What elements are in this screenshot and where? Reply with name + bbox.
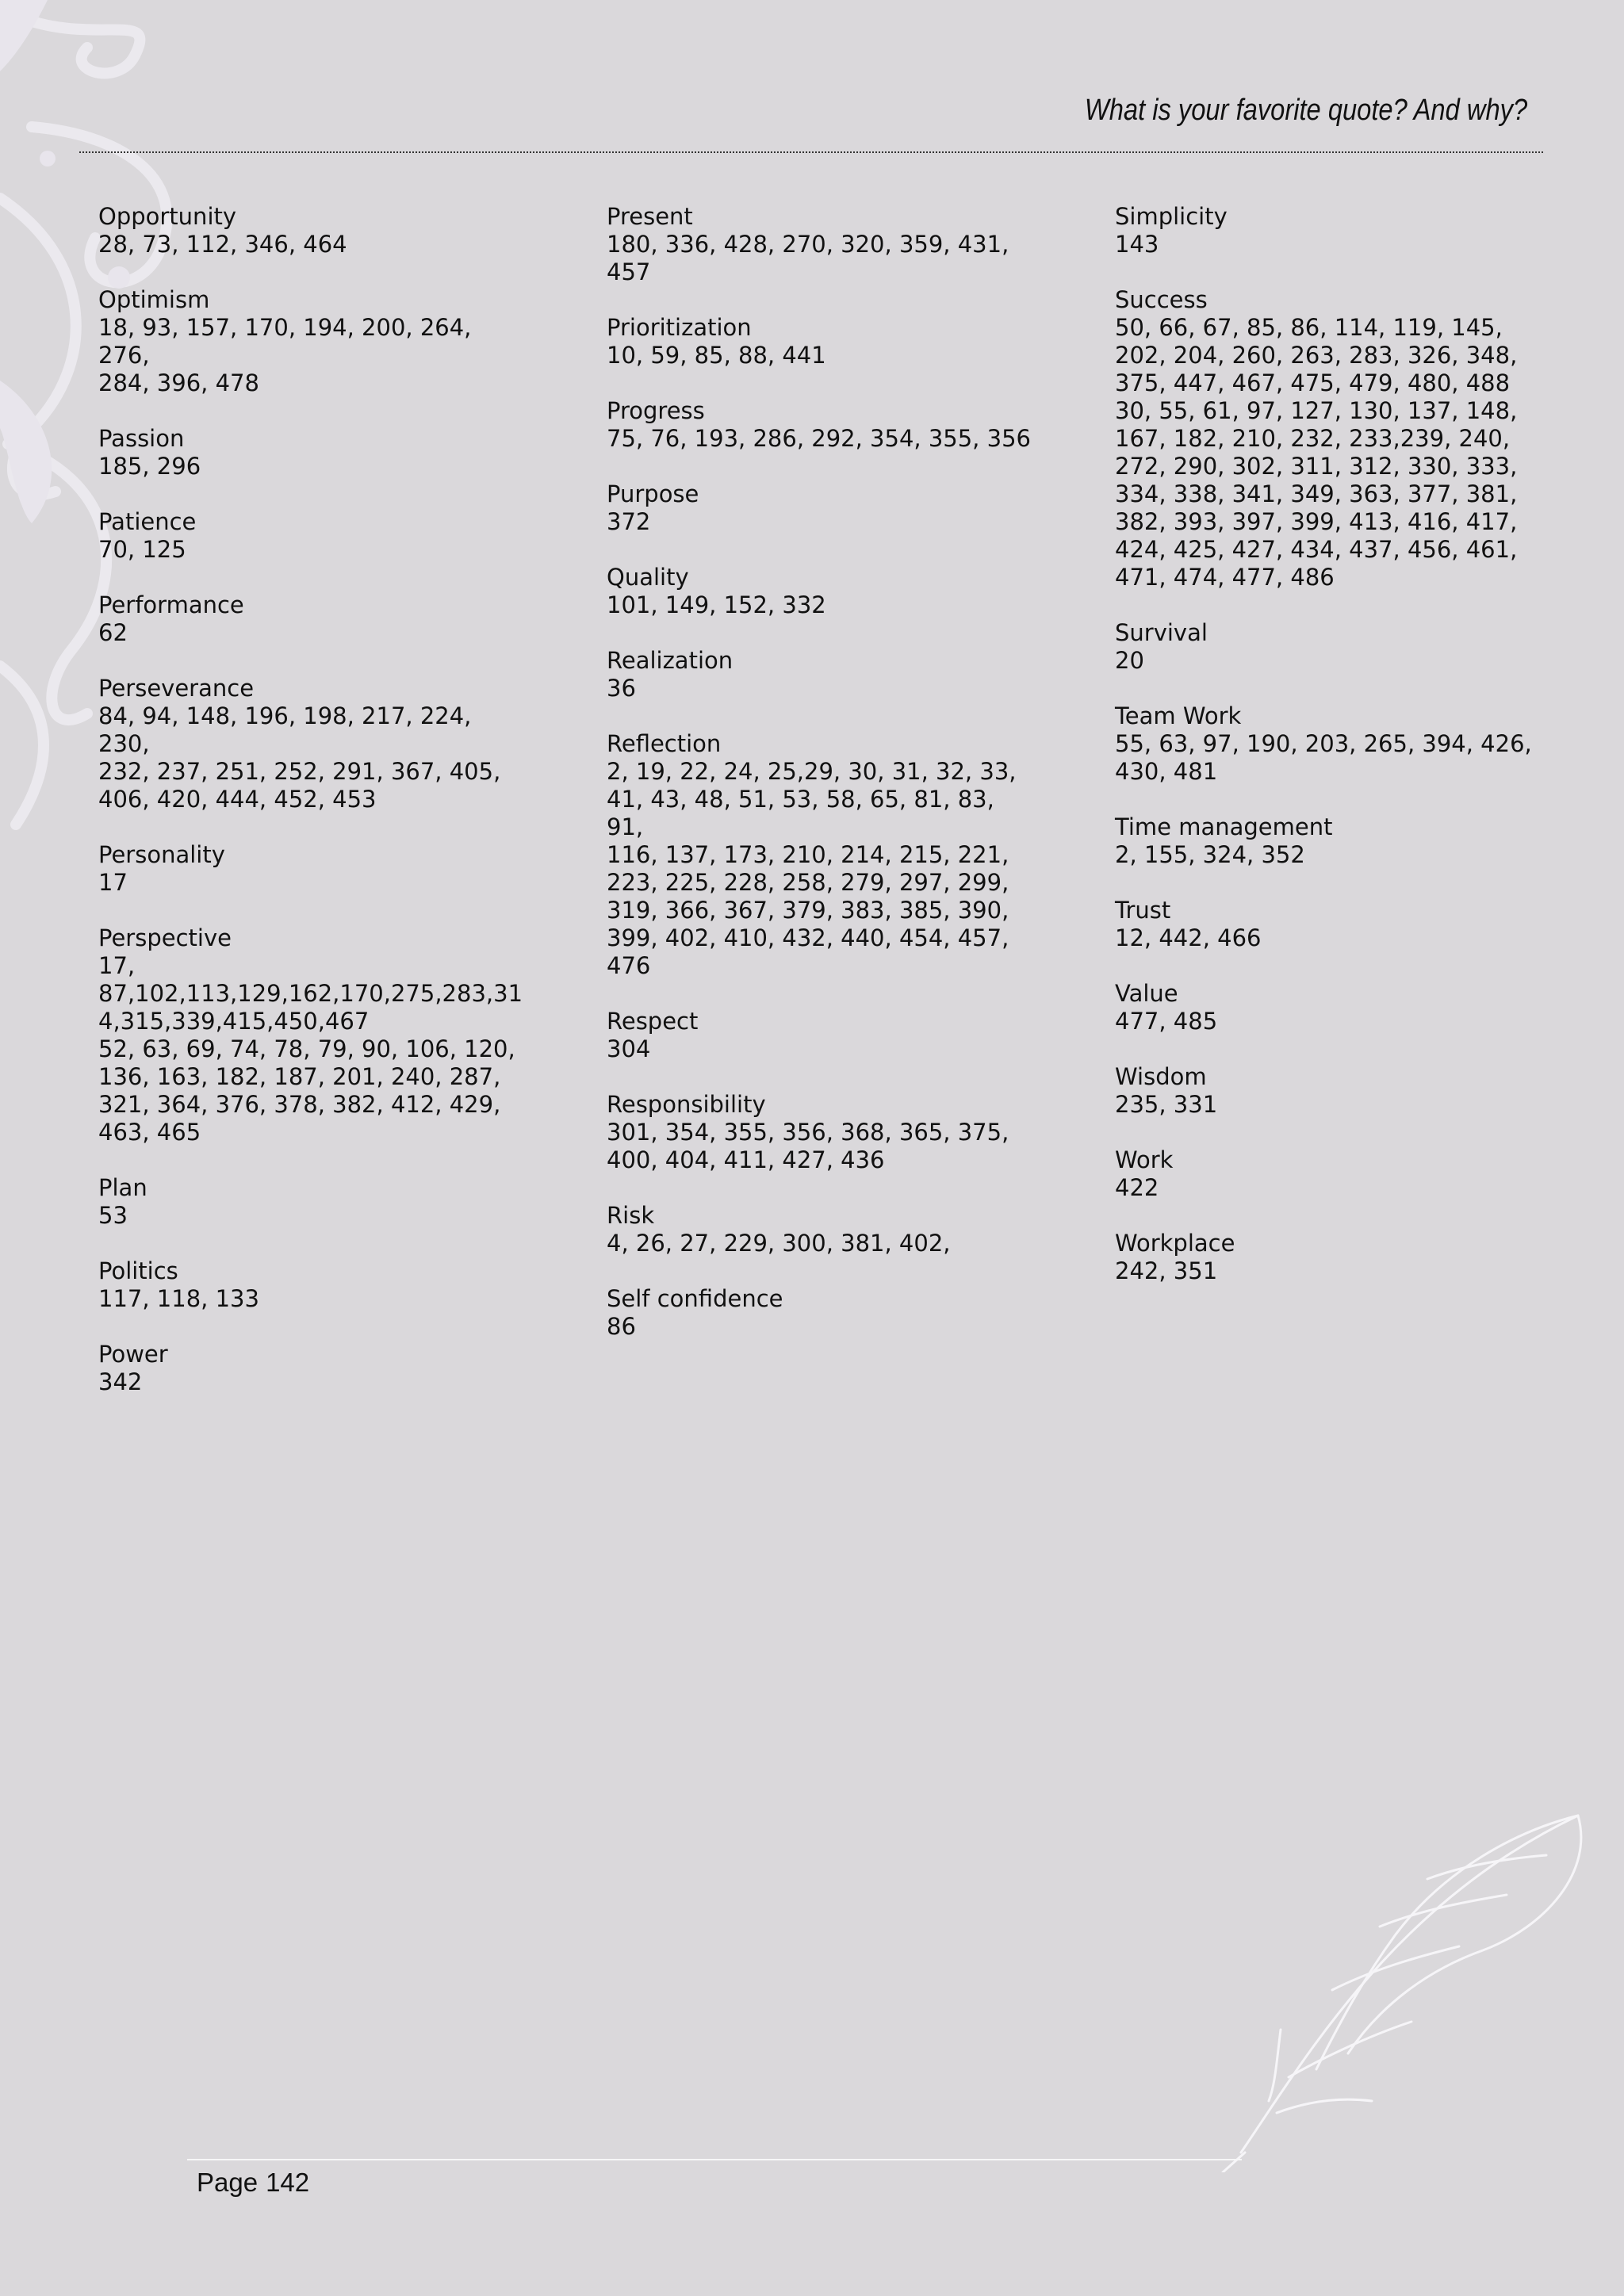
index-entry bbox=[98, 1341, 527, 1396]
index-entry bbox=[98, 1257, 527, 1313]
index-entry bbox=[98, 841, 527, 897]
index-entry bbox=[607, 1285, 1035, 1341]
index-term: Passion bbox=[98, 425, 185, 452]
index-term: Progress bbox=[607, 397, 705, 424]
index-pages: 342 bbox=[98, 1368, 143, 1395]
index-pages: 304 bbox=[607, 1035, 651, 1062]
index-term: Perspective bbox=[98, 924, 232, 951]
index-entry bbox=[607, 397, 1035, 453]
index-term: Team Work bbox=[1115, 702, 1242, 729]
index-term: Performance bbox=[98, 591, 244, 618]
index-pages: 422 bbox=[1115, 1174, 1159, 1201]
index-term: Perseverance bbox=[98, 675, 255, 702]
index-term: Workplace bbox=[1115, 1230, 1235, 1257]
index-term: Respect bbox=[607, 1008, 699, 1035]
index-pages: 372 bbox=[607, 508, 651, 535]
index-entry bbox=[607, 564, 1035, 619]
index-column-1 bbox=[98, 203, 527, 1424]
index-entry bbox=[1115, 1146, 1543, 1202]
index-entry bbox=[1115, 203, 1543, 258]
index-term: Value bbox=[1115, 980, 1178, 1007]
index-entry bbox=[98, 924, 527, 1146]
index-pages: 50, 66, 67, 85, 86, 114, 119, 145, 202, 204, 260, 263, 283, 326, 348, 375, 447, 467, 475, 479, 480, 488 30, 55, 61, 97, 127, 130, 137, 148, 167, 182, 210, 232, 233,239, 240, 272, 290, 302, 311, 312, 330, 333, 334, 338, 341, 349, 363, 377, 381, 382, 393, 397, 399, 413, 416, 417, 424, 425, 427, 434, 437, 456, 461, 471, 474, 477, 486 bbox=[1115, 314, 1518, 591]
page-header-title: What is your favorite quote? And why? bbox=[1084, 94, 1527, 127]
index-pages: 2, 19, 22, 24, 25,29, 30, 31, 32, 33, 41, 43, 48, 51, 53, 58, 65, 81, 83, 91, 116, 137, 173, 210, 214, 215, 221, 223, 225, 228, 258, 279, 297, 299, 319, 366, 367, 379, 383, 385, 390, 399, 402, 410, 432, 440, 454, 457, 476 bbox=[607, 758, 1017, 979]
index-pages: 28, 73, 112, 346, 464 bbox=[98, 231, 347, 258]
page-footer bbox=[197, 2168, 317, 2198]
index-term: Power bbox=[98, 1341, 168, 1368]
index-term: Personality bbox=[98, 841, 225, 868]
index-entry bbox=[607, 1091, 1035, 1174]
index-pages: 477, 485 bbox=[1115, 1008, 1218, 1035]
page-number: 142 bbox=[266, 2168, 310, 2197]
index-term: Politics bbox=[98, 1257, 178, 1284]
index-pages: 2, 155, 324, 352 bbox=[1115, 841, 1305, 868]
index-term: Realization bbox=[607, 647, 733, 674]
index-entry bbox=[98, 1174, 527, 1230]
index-pages: 18, 93, 157, 170, 194, 200, 264, 276, 284, 396, 478 bbox=[98, 314, 472, 396]
index-term: Quality bbox=[607, 564, 689, 591]
index-entry bbox=[98, 508, 527, 564]
index-pages: 143 bbox=[1115, 231, 1159, 258]
index-entry bbox=[1115, 1063, 1543, 1119]
index-entry bbox=[607, 203, 1035, 286]
index-entry bbox=[1115, 619, 1543, 675]
index-entry bbox=[98, 675, 527, 813]
index-term: Opportunity bbox=[98, 203, 237, 230]
index-pages: 53 bbox=[98, 1202, 128, 1229]
index-term: Success bbox=[1115, 286, 1208, 313]
index-pages: 20 bbox=[1115, 647, 1144, 674]
index-entry bbox=[98, 591, 527, 647]
index-pages: 86 bbox=[607, 1313, 636, 1340]
index-pages: 242, 351 bbox=[1115, 1257, 1218, 1284]
index-pages: 180, 336, 428, 270, 320, 359, 431, 457 bbox=[607, 231, 1009, 285]
feather-ornament bbox=[1221, 1800, 1594, 2172]
index-term: Prioritization bbox=[607, 314, 752, 341]
index-term: Responsibility bbox=[607, 1091, 766, 1118]
index-entry bbox=[98, 425, 527, 480]
index-term: Present bbox=[607, 203, 693, 230]
index-pages: 4, 26, 27, 229, 300, 381, 402, bbox=[607, 1230, 951, 1257]
index-term: Time management bbox=[1115, 813, 1333, 840]
index-entry bbox=[1115, 1230, 1543, 1285]
index-pages: 301, 354, 355, 356, 368, 365, 375, 400, 404, 411, 427, 436 bbox=[607, 1119, 1009, 1173]
index-entry bbox=[98, 203, 527, 258]
index-entry bbox=[607, 480, 1035, 536]
footer-divider bbox=[187, 2159, 1242, 2160]
index-term: Work bbox=[1115, 1146, 1174, 1173]
index-term: Purpose bbox=[607, 480, 699, 507]
index-entry bbox=[607, 647, 1035, 702]
index-pages: 17, 87,102,113,129,162,170,275,283,31 4,315,339,415,450,467 52, 63, 69, 74, 78, 79, 90, 106, 120, 136, 163, 182, 187, 201, 240, 287, 321, 364, 376, 378, 382, 412, 429, 463, 465 bbox=[98, 952, 523, 1146]
index-term: Trust bbox=[1115, 897, 1171, 924]
index-term: Patience bbox=[98, 508, 197, 535]
index-pages: 62 bbox=[98, 619, 128, 646]
index-entry bbox=[1115, 286, 1543, 591]
index-entry bbox=[1115, 897, 1543, 952]
index-column-3 bbox=[1115, 203, 1543, 1313]
index-pages: 75, 76, 193, 286, 292, 354, 355, 356 bbox=[607, 425, 1031, 452]
index-entry bbox=[607, 314, 1035, 369]
index-entry bbox=[607, 1008, 1035, 1063]
index-pages: 55, 63, 97, 190, 203, 265, 394, 426, 430, 481 bbox=[1115, 730, 1532, 785]
page-label: Page bbox=[197, 2168, 259, 2197]
index-term: Optimism bbox=[98, 286, 210, 313]
index-term: Reflection bbox=[607, 730, 722, 757]
index-term: Survival bbox=[1115, 619, 1208, 646]
index-entry bbox=[1115, 702, 1543, 786]
index-term: Wisdom bbox=[1115, 1063, 1207, 1090]
index-column-2 bbox=[607, 203, 1035, 1368]
index-entry bbox=[1115, 980, 1543, 1035]
index-term: Risk bbox=[607, 1202, 655, 1229]
index-entry bbox=[607, 1202, 1035, 1257]
index-pages: 17 bbox=[98, 869, 128, 896]
index-pages: 235, 331 bbox=[1115, 1091, 1218, 1118]
header-divider bbox=[79, 151, 1543, 153]
index-pages: 36 bbox=[607, 675, 636, 702]
index-entry bbox=[1115, 813, 1543, 869]
index-entry bbox=[98, 286, 527, 397]
index-pages: 10, 59, 85, 88, 441 bbox=[607, 342, 826, 369]
index-pages: 101, 149, 152, 332 bbox=[607, 591, 826, 618]
index-pages: 117, 118, 133 bbox=[98, 1285, 259, 1312]
index-pages: 185, 296 bbox=[98, 453, 201, 480]
index-pages: 70, 125 bbox=[98, 536, 186, 563]
index-pages: 12, 442, 466 bbox=[1115, 924, 1262, 951]
index-term: Self confidence bbox=[607, 1285, 783, 1312]
index-term: Simplicity bbox=[1115, 203, 1228, 230]
index-entry bbox=[607, 730, 1035, 980]
index-term: Plan bbox=[98, 1174, 147, 1201]
index-pages: 84, 94, 148, 196, 198, 217, 224, 230, 232, 237, 251, 252, 291, 367, 405, 406, 420, 444, 452, 453 bbox=[98, 702, 501, 813]
